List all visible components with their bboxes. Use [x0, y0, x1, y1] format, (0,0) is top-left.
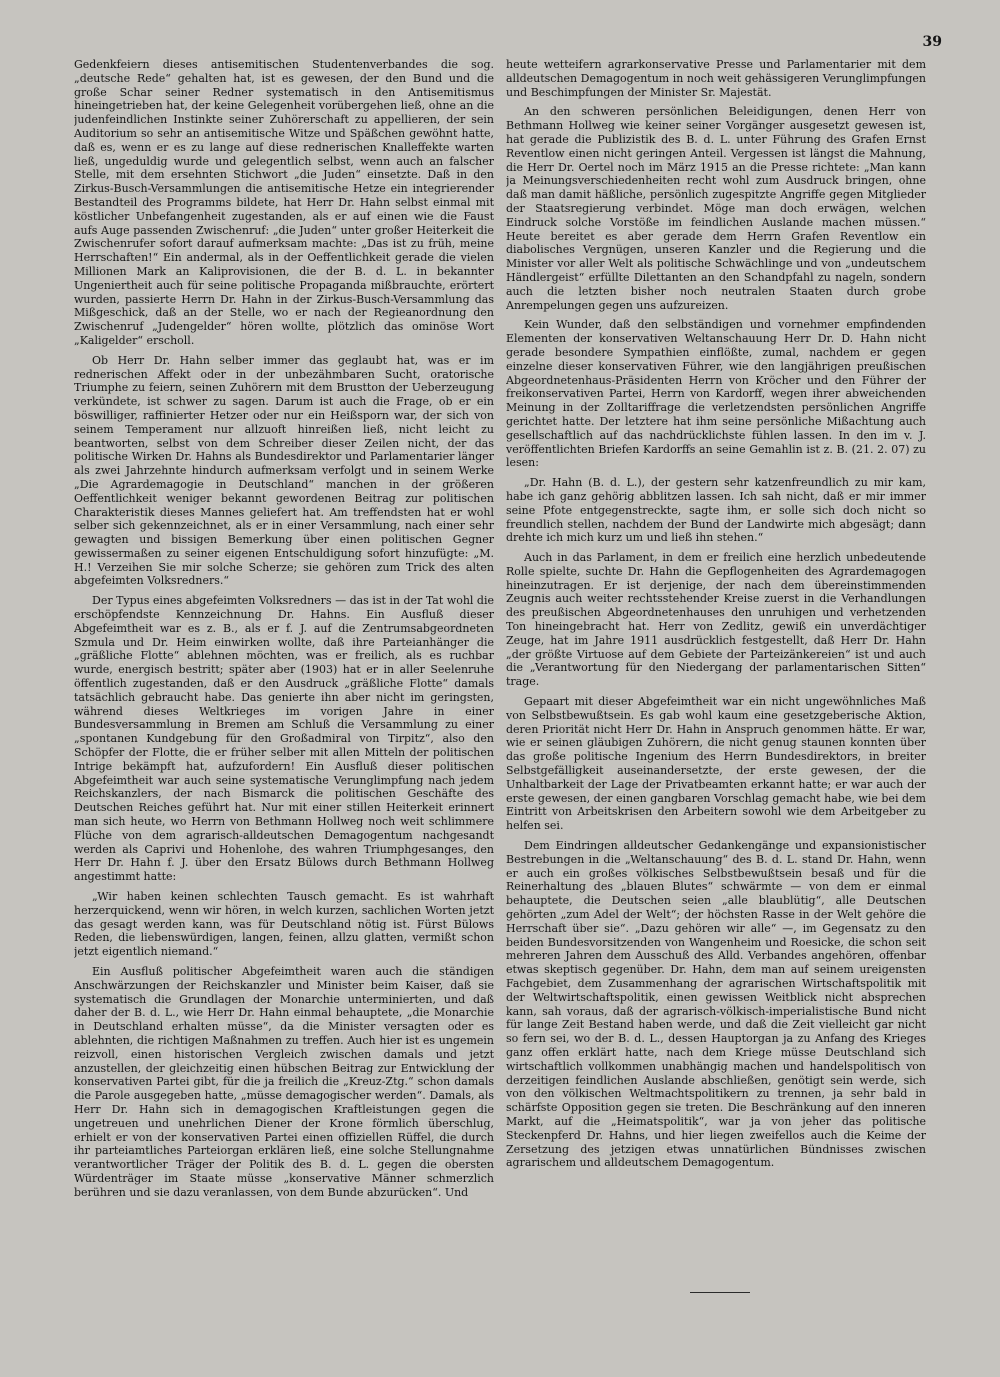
right-column — [506, 58, 926, 1320]
paragraph: Gepaart mit dieser Abgefeimtheit war ein nicht ungewöhnliches Maß von Selbstbewußtsein. Es gab wohl kaum eine gesetzgeberische Aktion, deren Priorität nicht Herr Dr. Hahn in Anspruch genommen hätte. Er war, wie er seinen gläubigen Zuhörern, die nicht genug staunen konnten über das große politische Ingenium des Herrn Bundesdirektors, in breiter Selbstgefälligkeit auseinandersetzte, der erste gewesen, der die Unhaltbarkeit der Lage der Privatbeamten erkannt hatte; er war auch der erste gewesen, der einen gangbaren Vorschlag gemacht habe, wie bei dem Eintritt von Arbeitskrisen den Arbeitern sowohl wie dem Arbeitgeber zu helfen sei. — [506, 695, 926, 833]
paragraph: Gedenkfeiern dieses antisemitischen Studentenverbandes die sog. „deutsche Rede“ gehalten hat, ist es gewesen, der den Bund und die große Schar seiner Redner systematisch in den Antisemitismus hineingetrieben hat, der keine Gelegenheit vorübergehen ließ, ohne an die judenfeindlichen Instinkte seiner Zuhörerschaft zu appellieren, der sein Auditorium so sehr an antisemitische Witze und Späßchen gewöhnt hatte, daß es, wenn er es zu lange auf diese rednerischen Knalleffekte warten ließ, ungeduldig wurde und gelegentlich selbst, wenn auch an falscher Stelle, mit dem ersehnten Stichwort „die Juden“ einsetzte. Daß in den Zirkus-Busch-Versammlungen die antisemitische Hetze ein integrierender Bestandteil des Programms bildete, hat Herr Dr. Hahn selbst einmal mit köstlicher Unbefangenheit zugestanden, als er auf einen wie die Faust aufs Auge passenden Zwischenruf: „die Juden“ unter großer Heiterkeit die Zwischenrufer sofort darauf aufmerksam machte: „Das ist zu früh, meine Herrschaften!“ Ein andermal, als in der Oeffentlichkeit gerade die vielen Millionen Mark an Kaliprovisionen, die der B. d. L. in bekannter Ungeniertheit auch für seine politische Propaganda mißbrauchte, erörtert wurden, passierte Herrn Dr. Hahn in der Zirkus-Busch-Versammlung das Mißgeschick, daß an der Stelle, wo er nach der Regieanordnung den Zwischenruf „Judengelder“ hören wollte, plötzlich das ominöse Wort „Kaligelder“ erscholl. — [74, 58, 494, 347]
paragraph: Auch in das Parlament, in dem er freilich eine herzlich unbedeutende Rolle spielte, suchte Dr. Hahn die Gepflogenheiten des Agrardemagogen hineinzutragen. Er ist derjenige, der nach dem übereinstimmenden Zeugnis auch weiter rechtsstehender Kreise zuerst in die Verhandlungen des preußischen Abgeordnetenhauses den unruhigen und verhetzenden Ton hineingebracht hat. Herr von Zedlitz, gewiß ein unverdächtiger Zeuge, hat im Jahre 1911 ausdrücklich festgestellt, daß Herr Dr. Hahn „der größte Virtuose auf dem Gebiete der Parteizänkereien“ ist und auch die „Verantwortung für den Niedergang der parlamentarischen Sitten“ trage. — [506, 551, 926, 689]
quote-paragraph: „Wir haben keinen schlechten Tausch gemacht. Es ist wahrhaft herzerquickend, wenn wir hören, in welch kurzen, sachlichen Worten jetzt das gesagt werden kann, was für Deutschland nötig ist. Fürst Bülows Reden, die liebenswürdigen, langen, feinen, allzu glatten, vermißt schon jetzt eigentlich niemand.“ — [74, 890, 494, 959]
paragraph: Ein Ausfluß politischer Abgefeimtheit waren auch die ständigen Anschwärzungen der Reichskanzler und Minister beim Kaiser, daß sie systematisch die Grundlagen der Monarchie unterminierten, und daß daher der B. d. L., wie Herr Dr. Hahn einmal behauptete, „die Monarchie in Deutschland erhalten müsse“, da die Minister versagten oder es ablehnten, die richtigen Maßnahmen zu treffen. Auch hier ist es ungemein reizvoll, einen historischen Vergleich zwischen damals und jetzt anzustellen, der gleichzeitig einen hübschen Beitrag zur Entwicklung der konservativen Partei gibt, für die ja freilich die „Kreuz-Ztg.“ schon damals die Parole ausgegeben hatte, „müsse demagogischer werden“. Damals, als Herr Dr. Hahn sich in demagogischen Kraftleistungen gegen die ungetreuen und unehrlichen Diener der Krone förmlich überschlug, erhielt er von der konservativen Partei einen offiziellen Rüffel, die durch ihr parteiamtliches Parteiorgan erklären ließ, eine solche Stellungnahme verantwortlicher Träger der Politik des B. d. L. gegen die obersten Würdenträger im Staate müsse „konservative Männer schmerzlich berühren und sie dazu veranlassen, von dem Bunde abzurücken“. Und — [74, 965, 494, 1199]
paragraph: heute wetteifern agrarkonservative Presse und Parlamentarier mit dem alldeutschen Demagogentum in noch weit gehässigeren Verunglimpfungen und Beschimpfungen der Minister Sr. Majestät. — [506, 58, 926, 99]
quote-paragraph: „Dr. Hahn (B. d. L.), der gestern sehr katzenfreundlich zu mir kam, habe ich ganz gehörig abblitzen lassen. Ich sah nicht, daß er mir immer seine Pfote entgegenstreckte, sagte ihm, er solle sich doch nicht so freundlich stellen, nachdem der Bund der Landwirte mich abgesägt; dann drehte ich mich kurz um und ließ ihn stehen.“ — [506, 476, 926, 545]
paragraph: Kein Wunder, daß den selbständigen und vornehmer empfindenden Elementen der konservativen Weltanschauung Herr Dr. D. Hahn nicht gerade besondere Sympathien einflößte, zumal, nachdem er gegen einzelne dieser konservativen Führer, wie den langjährigen preußischen Abgeordnetenhaus-Präsidenten Herrn von Kröcher und den Führer der freikonservativen Partei, Herrn von Kardorff, wegen ihrer abweichenden Meinung in der Zolltariffrage die verletzendsten persönlichen Angriffe gerichtet hatte. Der letztere hat ihm seine persönliche Mißachtung auch gesellschaftlich auf das nachdrücklichste fühlen lassen. In den im v. J. veröffentlichten Briefen Kardorffs an seine Gemahlin ist z. B. (21. 2. 07) zu lesen: — [506, 318, 926, 470]
paragraph: Dem Eindringen alldeutscher Gedankengänge und expansionistischer Bestrebungen in die „Weltanschauung“ des B. d. L. stand Dr. Hahn, wenn er auch ein großes völkisches Selbstbewußtsein besaß und für die Reinerhaltung des „blauen Blutes“ schwärmte — von dem er einmal behauptete, die Deutschen seien „alle blaublütig“, alle Deutschen gehörten „zum Adel der Welt“; der höchsten Rasse in der Welt gehöre die Herrschaft über sie“. „Dazu gehören wir alle“ —, im Gegensatz zu den beiden Bundesvorsitzenden von Wangenheim und Roesicke, die schon seit mehreren Jahren dem Ausschuß des Alld. Verbandes angehören, offenbar etwas skeptisch gegenüber. Dr. Hahn, dem man auf seinem ureigensten Fachgebiet, dem Zusammenhang der agrarischen Wirtschaftspolitik mit der Weltwirtschaftspolitik, einen gewissen Weitblick nicht absprechen kann, sah voraus, daß der agrarisch-völkisch-imperialistische Bund nicht für lange Zeit Bestand haben werde, und daß die Zeit vielleicht gar nicht so fern sei, wo der B. d. L., dessen Hauptorgan ja zu Anfang des Krieges ganz offen erklärt hatte, nach dem Kriege müsse Deutschland sich wirtschaftlich vollkommen unabhängig machen und handelspolitisch von derzeitigen feindlichen Auslande abschließen, genötigt sein werde, sich von den völkischen Weltmachtspolitikern zu trennen, ja sehr bald in schärfste Opposition gegen sie treten. Die Beschränkung auf den inneren Markt, auf die „Heimatspolitik“, war ja von jeher das politische Steckenpferd Dr. Hahns, und hier liegen zweifellos auch die Keime der Zersetzung des jetzigen etwas unnatürlichen Bündnisses zwischen agrarischem und alldeutschem Demagogentum. — [506, 839, 926, 1170]
end-divider — [690, 1292, 750, 1293]
page-number: 39 — [922, 34, 942, 50]
paragraph: Ob Herr Dr. Hahn selber immer das geglaubt hat, was er im rednerischen Affekt oder in der unbezähmbaren Sucht, oratorische Triumphe zu feiern, seinen Zuhörern mit dem Brustton der Ueberzeugung verkündete, ist schwer zu sagen. Darum ist auch die Frage, ob er ein böswilliger, raffinierter Hetzer oder nur ein Heißsporn war, der sich von seinem Temperament nur allzuoft hinreißen ließ, nicht leicht zu beantworten, selbst von dem Schreiber dieser Zeilen nicht, der das politische Wirken Dr. Hahns als Bundesdirektor und Parlamentarier länger als zwei Jahrzehnte hindurch aufmerksam verfolgt und in seinem Werke „Die Agrardemagogie in Deutschland“ manchen in der größeren Oeffentlichkeit weniger bekannt gewordenen Beitrag zur politischen Charakteristik dieses Mannes geliefert hat. Am treffendsten hat er wohl selber sich gekennzeichnet, als er in einer Versammlung, nach einer sehr gewagten und bissigen Bemerkung über einen politischen Gegner gewissermaßen zu seiner eigenen Entschuldigung sofort hinzufügte: „M. H.! Verzeihen Sie mir solche Scherze; sie gehören zum Trick des alten abgefeimten Volksredners.“ — [74, 353, 494, 588]
left-column — [74, 58, 494, 1320]
paragraph: Der Typus eines abgefeimten Volksredners — das ist in der Tat wohl die erschöpfendste Kennzeichnung Dr. Hahns. Ein Ausfluß dieser Abgefeimtheit war es z. B., als er f. J. auf die Zentrumsabgeordneten Szmula und Dr. Heim einwirken wollte, daß ihre Parteianhänger die „gräßliche Flotte“ ablehnen möchten, was er freilich, als es ruchbar wurde, energisch bestritt; später aber (1903) hat er in aller Seelenruhe öffentlich zugestanden, daß er den Ausdruck „gräßliche Flotte“ damals tatsächlich gebraucht habe. Das genierte ihn aber nicht im geringsten, während dieses Weltkrieges im vorigen Jahre in einer Bundesversammlung in Bremen am Schluß die Versammlung zu einer „spontanen Kundgebung für den Großadmiral von Tirpitz“, also den Schöpfer der Flotte, die er früher selber mit allen Mitteln der politischen Intrige bekämpft hat, aufzufordern! Ein Ausfluß dieser politischen Abgefeimtheit war auch seine systematische Verunglimpfung nach jedem Reichskanzlers, der nach Bismarck die politischen Geschäfte des Deutschen Reiches geführt hat. Nur mit einer stillen Heiterkeit erinnert man sich heute, wo Herrn von Bethmann Hollweg noch weit schlimmere Flüche von dem agrarisch-alldeutschen Demagogentum nachgesandt werden als Caprivi und Hohenlohe, des wahren Triumphgesanges, den Herr Dr. Hahn f. J. über den Ersatz Bülows durch Bethmann Hollweg angestimmt hatte: — [74, 594, 494, 884]
paragraph: An den schweren persönlichen Beleidigungen, denen Herr von Bethmann Hollweg wie keiner seiner Vorgänger ausgesetzt gewesen ist, hat gerade die Publizistik des B. d. L. unter Führung des Grafen Ernst Reventlow einen nicht geringen Anteil. Vergessen ist längst die Mahnung, die Herr Dr. Oertel noch im März 1915 an die Presse richtete: „Man kann ja Meinungsverschiedenheiten recht wohl zum Ausdruck bringen, ohne daß man damit häßliche, persönlich zugespitzte Angriffe gegen Mitglieder der Staatsregierung verbindet. Möge man doch erwägen, welchen Eindruck solche Vorstöße im feindlichen Auslande machen müssen.“ Heute bereitet es aber gerade dem Herrn Grafen Reventlow ein diabolisches Vergnügen, unseren Kanzler und die Regierung und die Minister vor aller Welt als politische Schwächlinge und von „undeutschem Händlergeist“ erfüllte Dilettanten an den Schandpfahl zu nageln, sondern auch die letzten bisher noch neutralen Staaten durch grobe Anrempelungen gegen uns aufzureizen. — [506, 105, 926, 312]
